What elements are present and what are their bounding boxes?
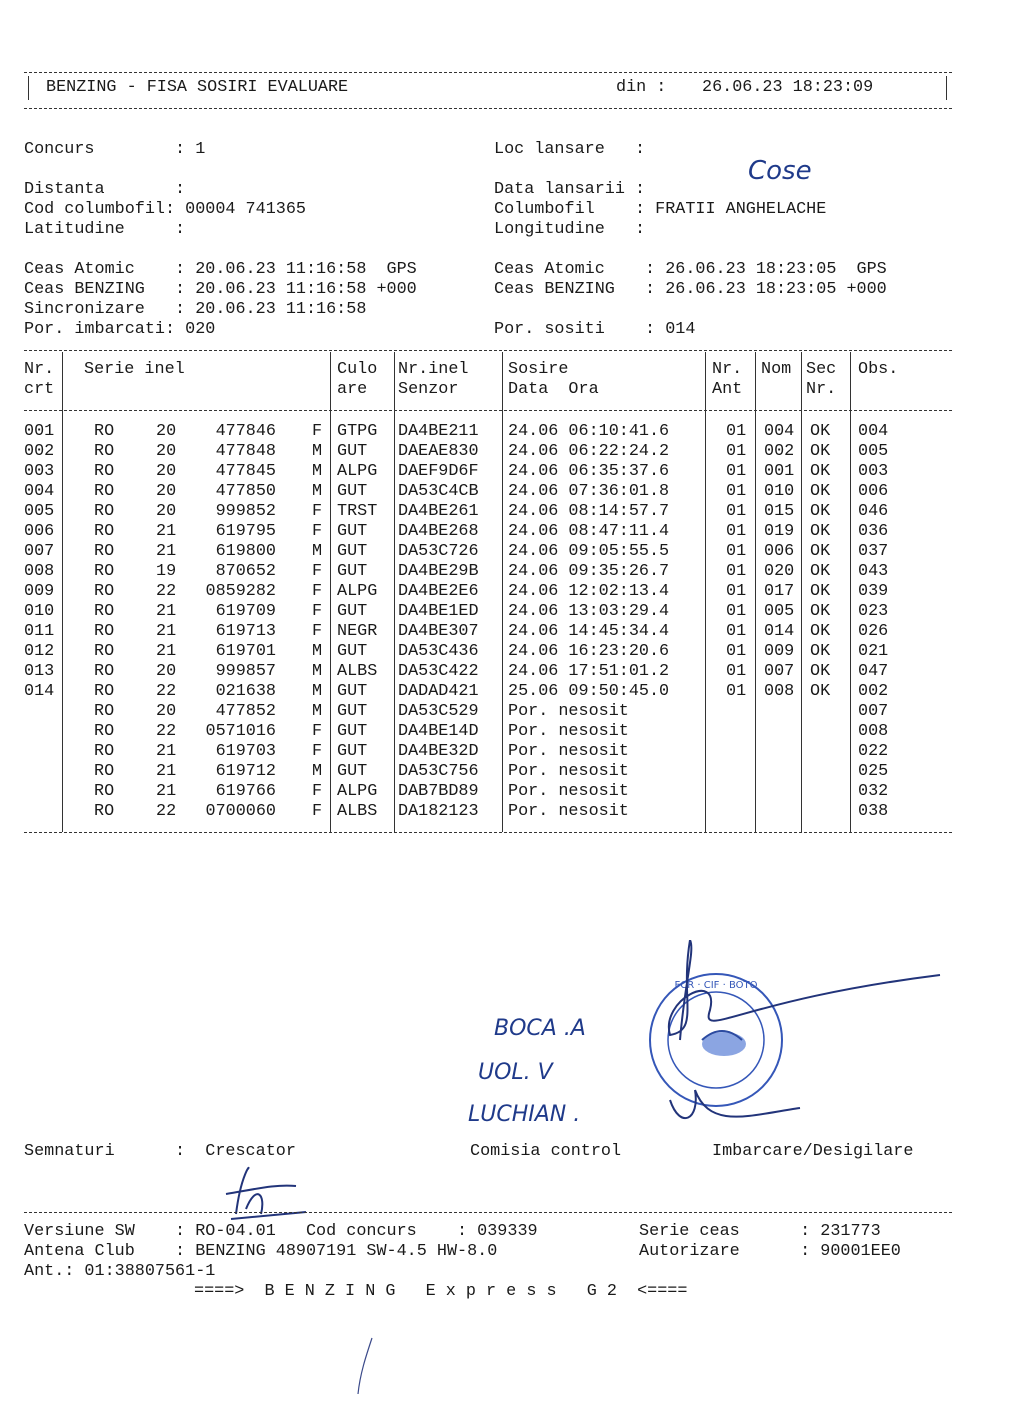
cell-nom: 009: [764, 642, 795, 661]
cell-nom: 019: [764, 522, 795, 541]
imbarcare-desigilare: Imbarcare/Desigilare: [712, 1142, 914, 1161]
cell-col: NEGR: [337, 622, 378, 641]
cell-nom: 017: [764, 582, 795, 601]
serie-ceas: Serie ceas : 231773: [639, 1222, 881, 1241]
cell-sec: OK: [810, 582, 831, 601]
cell-yr: 21: [156, 602, 177, 621]
table-row: [24, 582, 952, 602]
cell-sex: M: [312, 762, 323, 781]
table-row: [24, 602, 952, 622]
cell-ro: RO: [94, 462, 115, 481]
table-header-row-1: [24, 360, 952, 380]
cell-sex: M: [312, 442, 323, 461]
cell-obs: 032: [858, 782, 889, 801]
table-bottom-rule: [24, 832, 952, 833]
table-row: [24, 642, 952, 662]
cell-nom: 007: [764, 662, 795, 681]
cell-col: ALPG: [337, 462, 378, 481]
cell-col: GUT: [337, 442, 368, 461]
cell-sex: M: [312, 482, 323, 501]
cell-col: GUT: [337, 682, 368, 701]
cell-ro: RO: [94, 782, 115, 801]
cell-yr: 22: [156, 802, 177, 821]
cell-sex: F: [312, 422, 323, 441]
cell-sec: OK: [810, 542, 831, 561]
cell-col: GUT: [337, 482, 368, 501]
cell-sen: DA4BE14D: [398, 722, 479, 741]
cell-num: 021638: [215, 682, 276, 701]
header-top-rule: [24, 72, 952, 73]
cell-sos: 24.06 09:05:55.5: [508, 542, 670, 561]
table-row: [24, 702, 952, 722]
cell-yr: 21: [156, 742, 177, 761]
por-imbarcati: Por. imbarcati: 020: [24, 320, 216, 339]
cell-sen: DA182123: [398, 802, 479, 821]
cell-obs: 043: [858, 562, 889, 581]
report-title: BENZING - FISA SOSIRI EVALUARE: [46, 78, 349, 97]
cell-ant: 01: [726, 662, 747, 681]
latitudine: Latitudine :: [24, 220, 186, 239]
cell-obs: 004: [858, 422, 889, 441]
cell-yr: 20: [156, 662, 177, 681]
antena-id: Ant.: 01:38807561-1: [24, 1262, 216, 1281]
data-lansarii: Data lansarii :: [494, 180, 646, 199]
table-row: [24, 622, 952, 642]
cell-ant: 01: [726, 642, 747, 661]
cod-columbofil: Cod columbofil: 00004 741365: [24, 200, 306, 219]
cell-nr: 007: [24, 542, 55, 561]
cell-num: 999857: [215, 662, 276, 681]
cell-obs: 005: [858, 442, 889, 461]
cell-sex: M: [312, 542, 323, 561]
cell-obs: 021: [858, 642, 889, 661]
table-row: [24, 462, 952, 482]
table-row: [24, 782, 952, 802]
cell-sex: F: [312, 722, 323, 741]
cell-sex: F: [312, 802, 323, 821]
cell-sos: 24.06 08:47:11.4: [508, 522, 670, 541]
footer-rule: [24, 1212, 952, 1213]
table-header-row-2: [24, 380, 952, 400]
cell-sec: OK: [810, 502, 831, 521]
cell-num: 619709: [215, 602, 276, 621]
cell-ro: RO: [94, 502, 115, 521]
cell-nr: 003: [24, 462, 55, 481]
cell-obs: 006: [858, 482, 889, 501]
cell-sex: F: [312, 562, 323, 581]
cell-col: GUT: [337, 702, 368, 721]
cell-ro: RO: [94, 802, 115, 821]
cell-ro: RO: [94, 542, 115, 561]
table-row: [24, 502, 952, 522]
cell-sen: DA53C726: [398, 542, 479, 561]
cell-col: GUT: [337, 562, 368, 581]
cell-ant: 01: [726, 422, 747, 441]
cell-sos: Por. nesosit: [508, 782, 629, 801]
cell-num: 619766: [215, 782, 276, 801]
cell-sex: F: [312, 782, 323, 801]
cell-nr: 013: [24, 662, 55, 681]
cell-num: 0700060: [205, 802, 276, 821]
cell-num: 477848: [215, 442, 276, 461]
cell-num: 477846: [215, 422, 276, 441]
cell-sos: 24.06 08:14:57.7: [508, 502, 670, 521]
cell-yr: 22: [156, 722, 177, 741]
cell-num: 619712: [215, 762, 276, 781]
ceas-benzing-end: Ceas BENZING : 26.06.23 18:23:05 +000: [494, 280, 887, 299]
loc-lansare: Loc lansare :: [494, 140, 646, 159]
hdr-are: are: [337, 380, 368, 399]
hdr-ant2: Ant: [712, 380, 743, 399]
cell-nr: 005: [24, 502, 55, 521]
columbofil: Columbofil : FRATII ANGHELACHE: [494, 200, 827, 219]
cell-sec: OK: [810, 522, 831, 541]
cell-ant: 01: [726, 482, 747, 501]
cell-ant: 01: [726, 542, 747, 561]
cell-col: GUT: [337, 602, 368, 621]
cell-num: 0571016: [205, 722, 276, 741]
din-label: din :: [616, 78, 667, 97]
cell-sex: M: [312, 662, 323, 681]
cell-obs: 025: [858, 762, 889, 781]
antena-club: Antena Club : BENZING 48907191 SW-4.5 HW-8.0: [24, 1242, 498, 1261]
cell-sex: F: [312, 522, 323, 541]
cell-col: ALBS: [337, 662, 378, 681]
cell-num: 999852: [215, 502, 276, 521]
cell-obs: 003: [858, 462, 889, 481]
table-row: [24, 662, 952, 682]
handwritten-name-2: UOL. V: [478, 1060, 553, 1085]
cell-sos: 24.06 13:03:29.4: [508, 602, 670, 621]
cell-yr: 20: [156, 502, 177, 521]
ceas-benzing-start: Ceas BENZING : 20.06.23 11:16:58 +000: [24, 280, 417, 299]
cell-obs: 002: [858, 682, 889, 701]
cell-yr: 20: [156, 482, 177, 501]
cell-yr: 21: [156, 782, 177, 801]
cell-obs: 007: [858, 702, 889, 721]
cell-num: 477845: [215, 462, 276, 481]
cell-sen: DA53C422: [398, 662, 479, 681]
benzing-banner: ====> B E N Z I N G E x p r e s s G 2 <====: [194, 1282, 688, 1301]
cell-col: ALPG: [337, 782, 378, 801]
cell-sen: DA53C4CB: [398, 482, 479, 501]
cell-col: ALPG: [337, 582, 378, 601]
hdr-nr: Nr.: [24, 360, 55, 379]
cell-col: GTPG: [337, 422, 378, 441]
cell-yr: 20: [156, 422, 177, 441]
cell-sex: F: [312, 502, 323, 521]
cell-ro: RO: [94, 622, 115, 641]
cell-sec: OK: [810, 462, 831, 481]
cell-ro: RO: [94, 702, 115, 721]
hdr-crt: crt: [24, 380, 55, 399]
cell-yr: 20: [156, 462, 177, 481]
cell-ant: 01: [726, 502, 747, 521]
cell-sos: 25.06 09:50:45.0: [508, 682, 670, 701]
cell-num: 477850: [215, 482, 276, 501]
cell-sec: OK: [810, 622, 831, 641]
comisia-control: Comisia control: [470, 1142, 622, 1161]
table-row: [24, 722, 952, 742]
cell-nr: 001: [24, 422, 55, 441]
table-row: [24, 682, 952, 702]
cell-ro: RO: [94, 522, 115, 541]
handwritten-name-3: LUCHIAN .: [468, 1102, 581, 1127]
cell-nr: 010: [24, 602, 55, 621]
signature-commission: [640, 940, 960, 1130]
cell-sec: OK: [810, 442, 831, 461]
cell-sos: 24.06 07:36:01.8: [508, 482, 670, 501]
cell-sos: 24.06 06:22:24.2: [508, 442, 670, 461]
cell-ant: 01: [726, 682, 747, 701]
table-row: [24, 542, 952, 562]
table-row: [24, 762, 952, 782]
cell-col: GUT: [337, 742, 368, 761]
cell-sec: OK: [810, 562, 831, 581]
cell-ant: 01: [726, 522, 747, 541]
cell-ro: RO: [94, 662, 115, 681]
cell-nom: 002: [764, 442, 795, 461]
cell-yr: 20: [156, 702, 177, 721]
cell-sec: OK: [810, 682, 831, 701]
cell-sos: Por. nesosit: [508, 762, 629, 781]
cell-obs: 037: [858, 542, 889, 561]
cell-col: ALBS: [337, 802, 378, 821]
cell-sex: M: [312, 702, 323, 721]
por-sositi: Por. sositi : 014: [494, 320, 696, 339]
cell-col: GUT: [337, 642, 368, 661]
cell-sen: DA4BE1ED: [398, 602, 479, 621]
cell-nr: 009: [24, 582, 55, 601]
cell-sec: OK: [810, 422, 831, 441]
cell-obs: 023: [858, 602, 889, 621]
cell-yr: 21: [156, 762, 177, 781]
ceas-atomic-start: Ceas Atomic : 20.06.23 11:16:58 GPS: [24, 260, 417, 279]
cell-sos: Por. nesosit: [508, 722, 629, 741]
cell-nom: 020: [764, 562, 795, 581]
cell-sex: M: [312, 682, 323, 701]
cell-yr: 22: [156, 682, 177, 701]
cell-sen: DAEF9D6F: [398, 462, 479, 481]
cell-num: 619800: [215, 542, 276, 561]
table-row: [24, 482, 952, 502]
cell-yr: 21: [156, 642, 177, 661]
header-bottom-rule: [24, 108, 952, 109]
table-row: [24, 562, 952, 582]
header-right-border: [946, 76, 947, 100]
cell-nr: 002: [24, 442, 55, 461]
cell-sex: F: [312, 742, 323, 761]
table-top-rule: [24, 350, 952, 351]
cell-yr: 19: [156, 562, 177, 581]
cell-col: GUT: [337, 762, 368, 781]
hdr-inel: Nr.inel: [398, 360, 469, 379]
cell-sen: DA53C756: [398, 762, 479, 781]
cell-num: 619703: [215, 742, 276, 761]
concurs: Concurs : 1: [24, 140, 206, 159]
autorizare: Autorizare : 90001EE0: [639, 1242, 901, 1261]
cell-nom: 005: [764, 602, 795, 621]
hdr-sec: Sec: [806, 360, 837, 379]
hdr-obs: Obs.: [858, 360, 899, 379]
cell-sec: OK: [810, 482, 831, 501]
cell-nr: 011: [24, 622, 55, 641]
table-header-rule: [24, 410, 952, 411]
cell-sen: DA4BE268: [398, 522, 479, 541]
cell-num: 0859282: [205, 582, 276, 601]
distanta: Distanta :: [24, 180, 186, 199]
cell-yr: 21: [156, 622, 177, 641]
table-row: [24, 442, 952, 462]
hdr-sosire: Sosire: [508, 360, 569, 379]
table-row: [24, 742, 952, 762]
cell-nom: 004: [764, 422, 795, 441]
cell-obs: 026: [858, 622, 889, 641]
cell-nr: 006: [24, 522, 55, 541]
cell-nom: 014: [764, 622, 795, 641]
cell-col: GUT: [337, 522, 368, 541]
cell-sen: DADAD421: [398, 682, 479, 701]
cell-nom: 001: [764, 462, 795, 481]
cell-yr: 22: [156, 582, 177, 601]
cell-yr: 21: [156, 522, 177, 541]
cell-num: 619795: [215, 522, 276, 541]
cell-sec: OK: [810, 662, 831, 681]
cell-obs: 047: [858, 662, 889, 681]
cell-sos: 24.06 12:02:13.4: [508, 582, 670, 601]
cell-num: 619701: [215, 642, 276, 661]
hdr-nom: Nom: [761, 360, 792, 379]
hdr-culo: Culo: [337, 360, 378, 379]
cell-ro: RO: [94, 742, 115, 761]
cell-sec: OK: [810, 642, 831, 661]
cell-sen: DA4BE2E6: [398, 582, 479, 601]
cell-col: GUT: [337, 722, 368, 741]
cell-sos: 24.06 06:35:37.6: [508, 462, 670, 481]
semnaturi-crescator: Semnaturi : Crescator: [24, 1142, 296, 1161]
cell-sen: DA4BE211: [398, 422, 479, 441]
hdr-senzor: Senzor: [398, 380, 459, 399]
table-row: [24, 422, 952, 442]
sincronizare: Sincronizare : 20.06.23 11:16:58: [24, 300, 367, 319]
table-row: [24, 802, 952, 822]
cell-nom: 008: [764, 682, 795, 701]
versiune-sw: Versiune SW : RO-04.01 Cod concurs : 039339: [24, 1222, 538, 1241]
cell-sen: DA53C529: [398, 702, 479, 721]
hdr-serie: Serie inel: [84, 360, 185, 379]
cell-sos: Por. nesosit: [508, 802, 629, 821]
cell-sos: Por. nesosit: [508, 702, 629, 721]
cell-obs: 036: [858, 522, 889, 541]
cell-sen: DA53C436: [398, 642, 479, 661]
cell-ro: RO: [94, 582, 115, 601]
cell-sos: 24.06 09:35:26.7: [508, 562, 670, 581]
cell-ro: RO: [94, 602, 115, 621]
cell-sos: 24.06 17:51:01.2: [508, 662, 670, 681]
cell-num: 619713: [215, 622, 276, 641]
cell-nom: 015: [764, 502, 795, 521]
cell-ro: RO: [94, 562, 115, 581]
cell-sen: DAEAE830: [398, 442, 479, 461]
cell-obs: 046: [858, 502, 889, 521]
hdr-data-ora: Data Ora: [508, 380, 599, 399]
handwritten-name-1: BOCA .A: [494, 1016, 586, 1041]
cell-ro: RO: [94, 422, 115, 441]
cell-nom: 006: [764, 542, 795, 561]
cell-yr: 20: [156, 442, 177, 461]
cell-sen: DA4BE32D: [398, 742, 479, 761]
cell-ro: RO: [94, 482, 115, 501]
cell-ant: 01: [726, 582, 747, 601]
cell-sex: F: [312, 602, 323, 621]
cell-obs: 038: [858, 802, 889, 821]
cell-ro: RO: [94, 442, 115, 461]
cell-ant: 01: [726, 442, 747, 461]
hdr-sec2: Nr.: [806, 380, 837, 399]
cell-num: 870652: [215, 562, 276, 581]
cell-sex: F: [312, 622, 323, 641]
signature-crescator: [216, 1164, 316, 1224]
cell-yr: 21: [156, 542, 177, 561]
cell-sex: F: [312, 582, 323, 601]
longitudine: Longitudine :: [494, 220, 646, 239]
cell-ant: 01: [726, 602, 747, 621]
stamp-text: FCR · CIF · BOTO: [674, 980, 758, 991]
loc-handwritten: Cose: [748, 156, 812, 186]
table-row: [24, 522, 952, 542]
cell-col: GUT: [337, 542, 368, 561]
cell-sen: DAB7BD89: [398, 782, 479, 801]
cell-sen: DA4BE307: [398, 622, 479, 641]
cell-ant: 01: [726, 462, 747, 481]
cell-nr: 012: [24, 642, 55, 661]
cell-ro: RO: [94, 762, 115, 781]
cell-nr: 014: [24, 682, 55, 701]
cell-sos: Por. nesosit: [508, 742, 629, 761]
cell-sex: M: [312, 642, 323, 661]
cell-ant: 01: [726, 622, 747, 641]
cell-sen: DA4BE261: [398, 502, 479, 521]
header-left-border: [28, 76, 29, 100]
cell-ro: RO: [94, 642, 115, 661]
cell-sos: 24.06 16:23:20.6: [508, 642, 670, 661]
cell-num: 477852: [215, 702, 276, 721]
pen-mark: [352, 1336, 376, 1396]
cell-obs: 039: [858, 582, 889, 601]
cell-col: TRST: [337, 502, 378, 521]
cell-nr: 008: [24, 562, 55, 581]
cell-sos: 24.06 14:45:34.4: [508, 622, 670, 641]
ceas-atomic-end: Ceas Atomic : 26.06.23 18:23:05 GPS: [494, 260, 887, 279]
din-value: 26.06.23 18:23:09: [702, 78, 874, 97]
cell-sec: OK: [810, 602, 831, 621]
cell-sen: DA4BE29B: [398, 562, 479, 581]
hdr-ant: Nr.: [712, 360, 743, 379]
cell-nr: 004: [24, 482, 55, 501]
cell-sos: 24.06 06:10:41.6: [508, 422, 670, 441]
cell-sex: M: [312, 462, 323, 481]
cell-ro: RO: [94, 722, 115, 741]
cell-obs: 022: [858, 742, 889, 761]
cell-ant: 01: [726, 562, 747, 581]
cell-obs: 008: [858, 722, 889, 741]
cell-nom: 010: [764, 482, 795, 501]
cell-ro: RO: [94, 682, 115, 701]
